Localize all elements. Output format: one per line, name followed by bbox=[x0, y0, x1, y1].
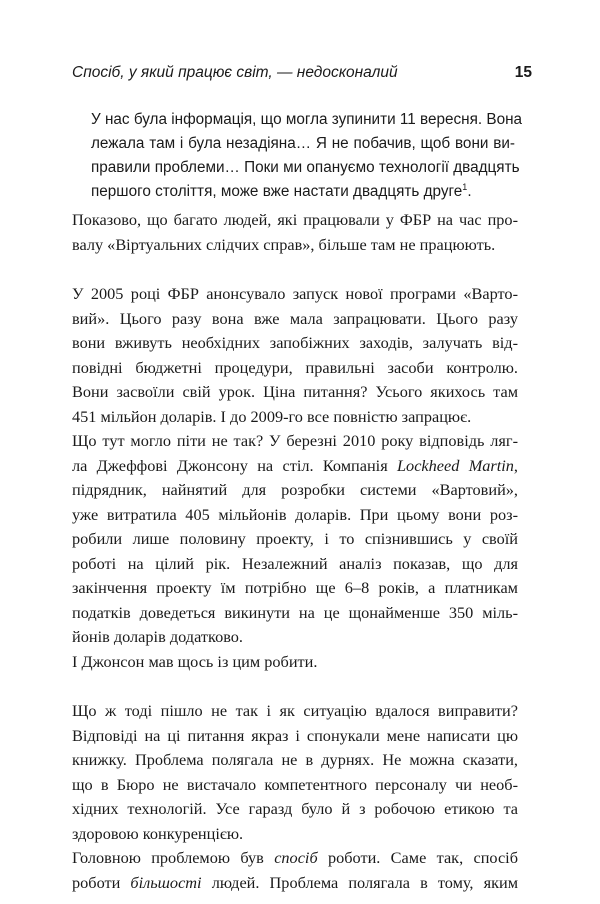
running-header bbox=[72, 64, 532, 86]
paragraph-5 bbox=[72, 699, 518, 846]
text-line: хідних технологій. Усе гаразд було й з робочою етикою та bbox=[72, 799, 518, 818]
text-line: вий». Цього разу вона вже мала запрацювати. Цього разу bbox=[72, 308, 518, 328]
text-line: йонів доларів додатково. bbox=[72, 627, 243, 646]
text-line: здоровою конкуренцією. bbox=[72, 823, 244, 843]
text-line: І Джонсон мав щось із цим робити. bbox=[72, 652, 318, 671]
text-line: закінчення проекту їм потрібно ще 6–8 років, а платникам bbox=[72, 578, 518, 597]
quote-line: лежала там і була незадіяна… Я не побачив, щоб вони ви- bbox=[91, 135, 515, 152]
text-line: Вони засвоїли свій урок. Ціна питання? Усього якихось там bbox=[72, 382, 518, 401]
text-line: вони вживуть необхідних запобіжних заходів, залучать від- bbox=[72, 333, 518, 352]
block-quote bbox=[91, 108, 523, 204]
text-line bbox=[72, 871, 518, 896]
text-fragment: роботи bbox=[72, 872, 131, 892]
text-line: книжку. Проблема полягала не в дурнях. Не можна сказати, bbox=[72, 750, 518, 769]
text-line bbox=[72, 846, 518, 871]
text-line: роботі на цілий рік. Незалежний аналіз показав, що для bbox=[72, 553, 518, 573]
text-fragment: Головною проблемою був bbox=[72, 848, 275, 867]
quote-end-punct: . bbox=[467, 183, 472, 200]
text-line: підрядник, найнятий для розробки системи «Вартовий», bbox=[72, 480, 518, 499]
text-fragment: ла Джеффові Джонсону на стіл. Компанія bbox=[72, 455, 397, 475]
text-line: валу «Віртуальних слідчих справ», більше там не працюють. bbox=[72, 234, 496, 254]
text-line: Показово, що багато людей, які працювали у ФБР на час про- bbox=[72, 210, 518, 229]
text-fragment: , bbox=[513, 455, 518, 475]
text-line: що в Бюро не вистачало компетентного персоналу чи необ- bbox=[72, 774, 518, 794]
page-number: 15 bbox=[514, 64, 532, 81]
quote-line: правили проблеми… Поки ми опануємо технології двадцять bbox=[91, 159, 520, 176]
text-line bbox=[72, 454, 518, 479]
quote-line: У нас була інформація, що могла зупинити 11 вересня. Вона bbox=[91, 111, 523, 128]
text-line: Що ж тоді пішло не так і як ситуацію вдалося виправити? bbox=[72, 701, 518, 720]
paragraph-4 bbox=[72, 650, 518, 675]
text-line: податків доведеться викинути на це щонайменше 350 міль- bbox=[72, 602, 518, 622]
chapter-title: Спосіб, у який працює світ, — недосконалий bbox=[72, 64, 398, 81]
text-line: У 2005 році ФБР анонсувало запуск нової програми «Варто- bbox=[72, 284, 518, 303]
text-fragment: роботи. Саме так, спосіб bbox=[317, 848, 518, 867]
text-line: 451 мільйон доларів. І до 2009-го все повністю запрацює. bbox=[72, 406, 472, 426]
text-fragment: людей. Проблема полягала в тому, яким bbox=[201, 872, 518, 892]
paragraph-3 bbox=[72, 429, 518, 650]
paragraph-1 bbox=[72, 208, 518, 257]
text-line: робили лише половину проекту, і то спізнившись у своїй bbox=[72, 529, 518, 548]
text-line: повідні бюджетні процедури, правильні засоби контролю. bbox=[72, 357, 518, 377]
paragraph-2 bbox=[72, 282, 518, 429]
footnote-reference[interactable]: 1 bbox=[462, 182, 468, 192]
emphasis: більшості bbox=[130, 872, 202, 892]
text-line: Відповіді на ці питання якраз і спонукали мене написати цю bbox=[72, 725, 518, 745]
quote-line bbox=[91, 180, 515, 204]
emphasis: спосіб bbox=[274, 848, 318, 867]
company-name: Lockheed Martin bbox=[397, 455, 514, 475]
text-line: уже витратила 405 мільйонів доларів. При цьому вони роз- bbox=[72, 504, 518, 524]
text-line: Що тут могло піти не так? У березні 2010 року відповідь ляг- bbox=[72, 431, 518, 450]
quote-text: першого століття, може вже настати двадцять друге bbox=[91, 183, 463, 200]
paragraph-6 bbox=[72, 846, 518, 895]
